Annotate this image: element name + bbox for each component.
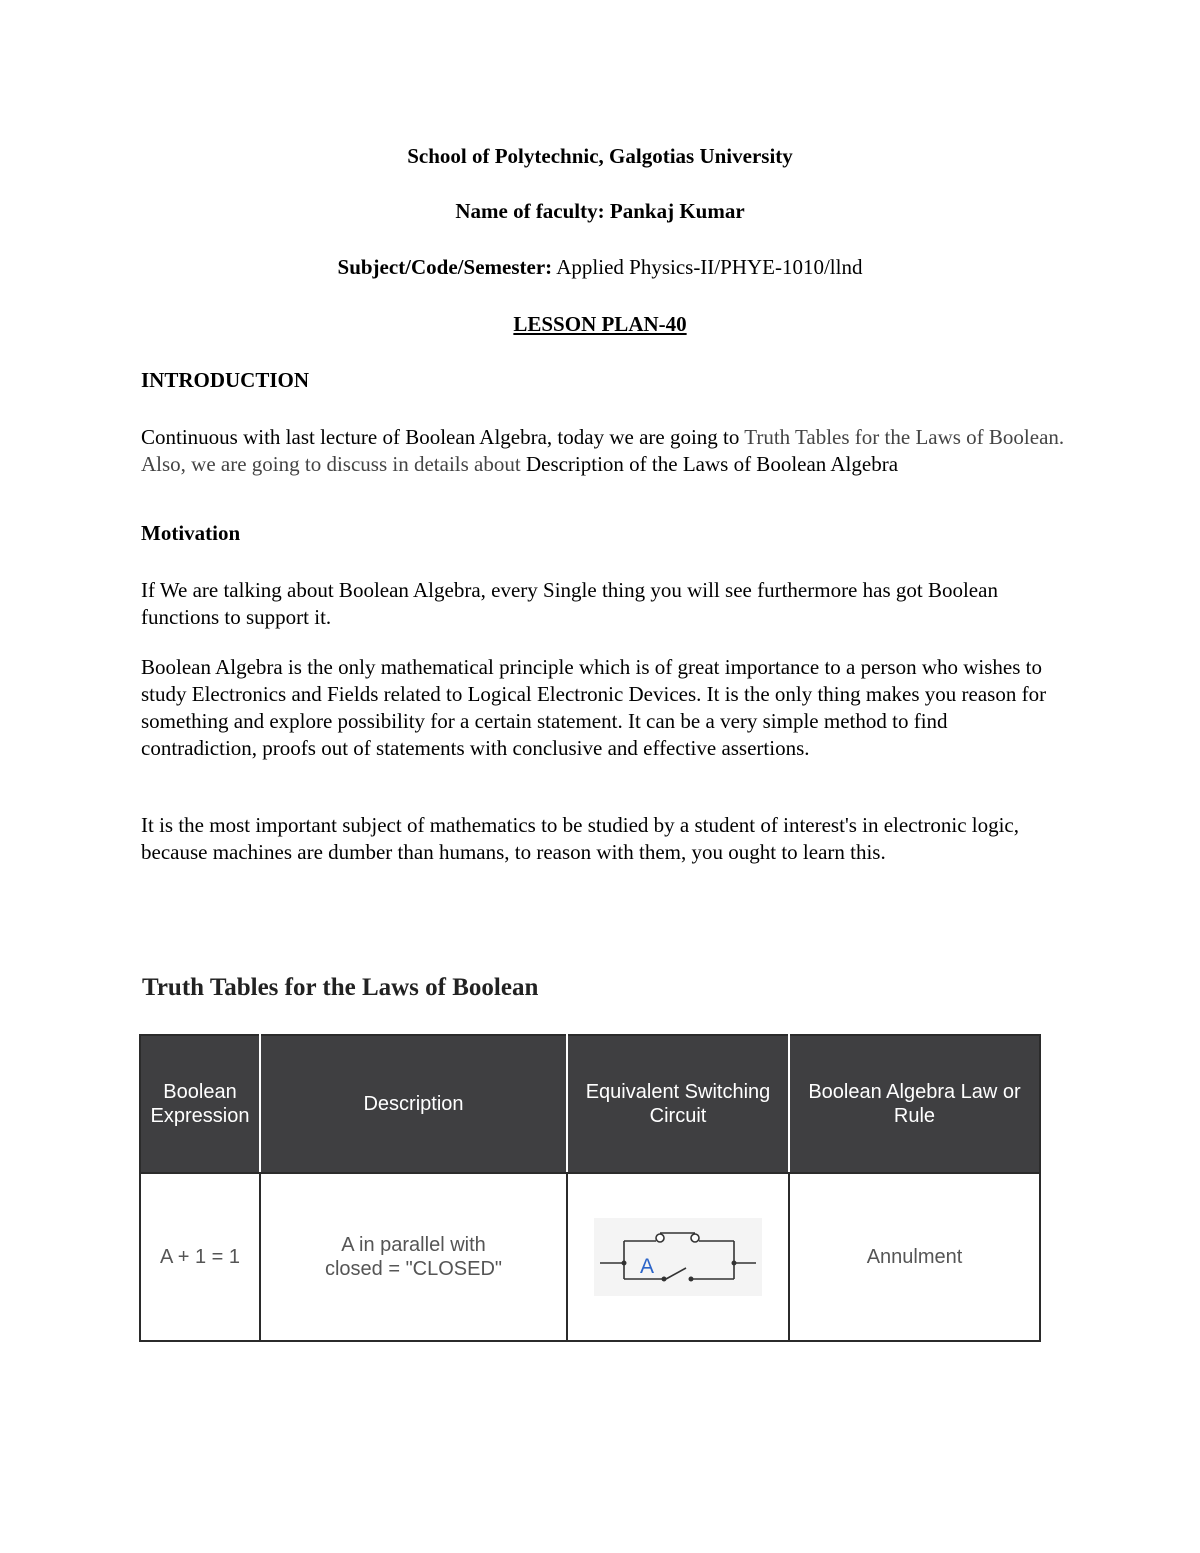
faculty-line: [0, 199, 1200, 224]
introduction-heading: INTRODUCTION: [141, 368, 310, 392]
cell-description: [260, 1173, 567, 1341]
header-expression: Boolean Expression: [140, 1035, 260, 1173]
introduction-paragraph: [141, 424, 1066, 478]
cell-circuit: [567, 1173, 789, 1341]
truth-tables-title: Truth Tables for the Laws of Boolean: [142, 974, 539, 1001]
motivation-paragraph-3: It is the most important subject of mathematics to be studied by a student of interest's in electronic logic, because machines are dumber than humans, to reason with them, you ought to learn this.: [141, 813, 1020, 864]
introduction-text-3: Description of the Laws of Boolean Algebra: [525, 452, 899, 476]
cell-law: Annulment: [789, 1173, 1040, 1341]
switching-circuit-diagram: [594, 1218, 762, 1296]
truth-table: [139, 1034, 1041, 1342]
introduction-text-2: Truth Tables for the Laws of Boolean. Also, we are going to discuss in details about: [141, 425, 1065, 476]
table-row: [140, 1173, 1040, 1341]
subject-line: [0, 255, 1200, 280]
table-header-row: [140, 1035, 1040, 1173]
faculty-name: Pankaj Kumar: [609, 199, 745, 223]
header-description: Description: [260, 1035, 567, 1173]
faculty-label: Name of faculty:: [455, 199, 605, 223]
introduction-text-1: Continuous with last lecture of Boolean Algebra, today we are going to: [141, 425, 745, 449]
header-circuit: Equivalent Switching Circuit: [567, 1035, 789, 1173]
motivation-heading: Motivation: [141, 521, 241, 545]
motivation-paragraph-2: Boolean Algebra is the only mathematical principle which is of great importance to a person who wishes to study Electronics and Fields related to Logical Electronic Devices. It is the only thing makes you reason for something and explore possibility for a certain statement. It can be a very simple method to find contradiction, proofs out of statements with conclusive and effective assertions.: [141, 655, 1047, 760]
subject-label: Subject/Code/Semester:: [337, 255, 553, 279]
parallel-switch-circuit-icon: [594, 1218, 762, 1296]
lesson-plan-title: LESSON PLAN-40: [513, 312, 687, 336]
circuit-label: A: [639, 1255, 655, 1278]
subject-value: Applied Physics-II/PHYE-1010/llnd: [556, 255, 863, 279]
school-name: School of Polytechnic, Galgotias University: [407, 144, 793, 168]
header-law: Boolean Algebra Law or Rule: [789, 1035, 1040, 1173]
cell-expression: A + 1 = 1: [140, 1173, 260, 1341]
description-text: A in parallel with closed = "CLOSED": [324, 1234, 503, 1280]
motivation-paragraph-1: If We are talking about Boolean Algebra, every Single thing you will see furthermore has got Boolean functions to support it.: [141, 578, 998, 629]
